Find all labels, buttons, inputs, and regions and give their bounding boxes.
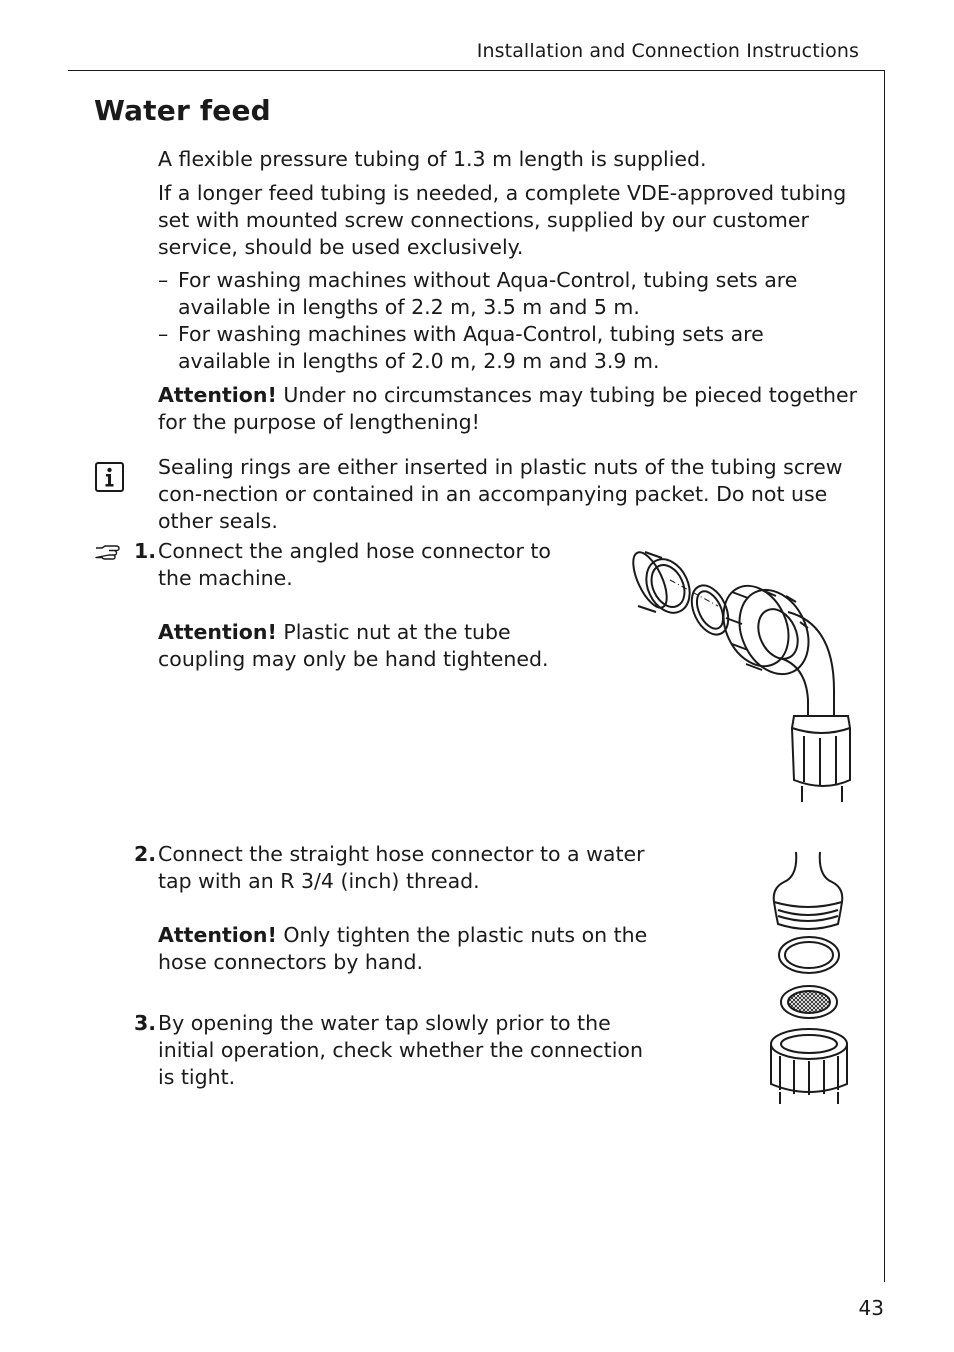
intro-paragraph-2: If a longer feed tubing is needed, a complete VDE-approved tubing set with mounted screw connections, supplied by our customer service, should be used exclusively. [158, 181, 847, 259]
step-3-text: By opening the water tap slowly prior to the initial operation, check whether the connection is tight. [158, 1011, 643, 1089]
attention-label: Attention! [158, 620, 277, 644]
side-rule [884, 70, 885, 1282]
intro-paragraph-1: A flexible pressure tubing of 1.3 m length is supplied. [158, 147, 707, 171]
angled-hose-connector-illustration [628, 540, 860, 802]
step-3-number: 3. [133, 1011, 156, 1035]
list-bullet: – [158, 322, 169, 346]
info-note: Sealing rings are either inserted in plastic nuts of the tubing screw con-nection or contained in an accompanying packet. Do not use other seals. [158, 455, 843, 533]
running-header: Installation and Connection Instructions [476, 40, 859, 62]
attention-text: Under no circumstances may tubing be pieced together for the purpose of lengthening! [158, 383, 858, 434]
straight-hose-connector-illustration [762, 848, 858, 1110]
step-1-text: Connect the angled hose connector to the machine. [158, 539, 551, 590]
step-1-number: 1. [133, 539, 156, 563]
attention-label: Attention! [158, 923, 277, 947]
list-item-without-aqua-control: For washing machines without Aqua-Control, tubing sets are available in lengths of 2.2 m, 3.5 m and 5 m. [178, 268, 798, 319]
step-2-number: 2. [133, 842, 156, 866]
attention-text: Only tighten the plastic nuts on the hose connectors by hand. [158, 923, 648, 974]
info-icon [95, 462, 124, 492]
list-bullet: – [158, 268, 169, 292]
step-1-attention [158, 619, 598, 673]
attention-text: Plastic nut at the tube coupling may only be hand tightened. [158, 620, 549, 671]
step-2-attention [158, 922, 648, 976]
list-item-with-aqua-control: For washing machines with Aqua-Control, tubing sets are available in lengths of 2.0 m, 2.9 m and 3.9 m. [178, 322, 764, 373]
attention-paragraph [158, 382, 863, 436]
page-number: 43 [858, 1296, 884, 1320]
section-title: Water feed [94, 94, 271, 127]
header-rule [68, 70, 885, 71]
step-2-text: Connect the straight hose connector to a water tap with an R 3/4 (inch) thread. [158, 842, 645, 893]
attention-label: Attention! [158, 383, 277, 407]
